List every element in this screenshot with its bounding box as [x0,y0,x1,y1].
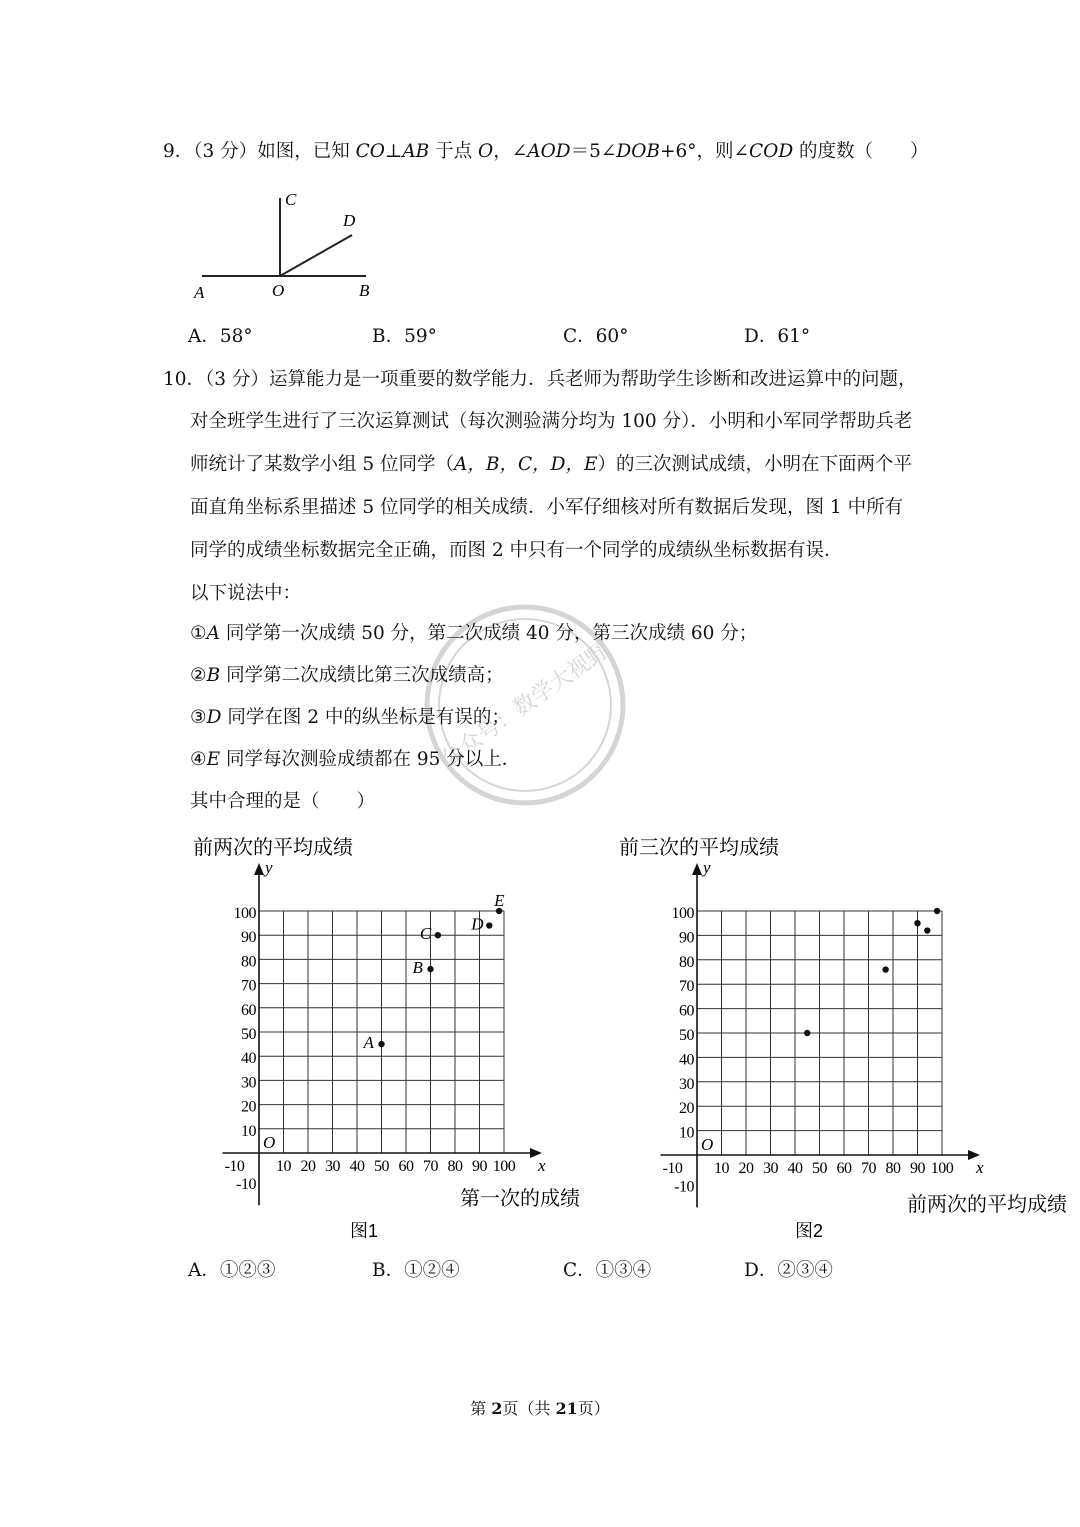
chart2-x-tick-label: 90 [910,1160,925,1177]
chart2-y-tick-label: 80 [679,953,694,971]
option-text: 60° [595,326,629,347]
q10-line-3 [190,453,912,477]
chart2-y-tick-label: 50 [679,1027,694,1044]
q9-option-a[interactable] [188,325,253,349]
q10-text: 师统计了某数学小组 5 位同学（ [190,454,455,475]
option-text: ②③④ [777,1260,833,1281]
q9-perp: ⊥ [384,141,403,162]
statement-letter: A [206,623,220,644]
chart1-x-tick-label: 70 [423,1158,438,1175]
q9-option-d[interactable] [744,325,810,349]
chart-figure-2 [610,825,1080,1250]
statement-text: 同学第一次成绩 50 分，第二次成绩 40 分，第三次成绩 60 分； [219,623,758,644]
q9-stem-text: ，∠ [493,141,528,162]
chart1-x-axis-letter: x [538,1156,546,1175]
chart1-y-arrow [254,863,264,875]
option-letter: D． [744,326,778,347]
chart1-y-tick-label: -10 [236,1176,256,1194]
option-text: ①②③ [219,1260,276,1281]
chart2-y-tick-label: 90 [679,929,694,947]
chart1-point-label: C [419,924,432,944]
statement-letter: E [206,749,221,770]
q10-option-c[interactable] [563,1259,651,1283]
page-footer [0,1396,1080,1419]
chart2-point-unlabeled [882,966,888,972]
chart2-point-unlabeled [924,927,930,933]
q9-o: O [478,141,494,162]
label-a: A [194,283,205,302]
option-letter: D． [744,1260,778,1281]
chart2-caption: 图2 [795,1221,824,1241]
chart1-x-tick-label: 100 [492,1158,516,1175]
chart2-x-axis-letter: x [976,1158,984,1177]
chart1-point-label: A [363,1033,374,1053]
statement-mark: ① [190,623,207,644]
chart1-x-tick-label: 90 [472,1158,487,1175]
chart1-x-tick-label: 10 [276,1158,291,1175]
chart2-x-tick-label: 20 [738,1160,754,1177]
q10-intro: 以下说法中： [190,583,302,604]
q10-line-4: 面直角坐标系里描述 5 位同学的相关成绩．小军仔细核对所有数据后发现，图 1 中所有 [190,497,904,518]
option-letter: C． [563,1260,596,1281]
q9-aod: AOD [527,141,571,162]
q9-figure [190,185,390,305]
q9-option-b[interactable] [372,325,437,349]
chart2-point-unlabeled [934,908,940,914]
q10-line-2: 对全班学生进行了三次运算测试（每次测验满分均为 100 分）．小明和小军同学帮助兵老 [190,411,913,432]
q10-option-b[interactable] [372,1259,460,1283]
q9-stem-text: ＝5∠ [570,141,617,162]
statement-letter: D [206,707,222,728]
q10-number: 10． [163,369,206,390]
statement-mark: ④ [190,749,207,770]
label-c: C [285,190,297,209]
chart1-y-tick-label: 70 [241,977,256,995]
chart2-y-arrow [692,863,702,875]
statement-text: 同学每次测验成绩都在 95 分以上． [220,749,521,770]
chart2-title: 前三次的平均成绩 [619,837,779,859]
option-letter: C． [563,326,596,347]
q10-line-5: 同学的成绩坐标数据完全正确，而图 2 中只有一个同学的成绩纵坐标数据有误． [190,540,843,561]
footer-text: 页（共 [502,1399,556,1418]
chart2-y-tick-label: 60 [679,1002,694,1020]
q9-cod: COD [749,141,794,162]
q10-line-1 [163,368,916,392]
chart1-y-tick-label: 50 [241,1026,256,1043]
chart2-x-tick-label: 70 [861,1160,876,1177]
label-b: B [359,281,370,300]
chart2-xlabel: 前两次的平均成绩 [907,1194,1067,1216]
chart1-y-tick-label: 80 [241,953,256,971]
chart1-title: 前两次的平均成绩 [193,837,353,859]
label-o: O [272,281,285,300]
q9-number: 9． [163,141,194,162]
option-text: 61° [777,326,811,347]
chart1-y-tick-label: 30 [241,1074,256,1092]
chart2-x-tick-label: 100 [930,1160,954,1177]
chart-figure-1 [180,825,600,1250]
chart1-x-tick-label: 20 [300,1158,316,1175]
q10-option-a[interactable] [188,1259,275,1283]
option-text: 59° [404,326,437,347]
option-letter: B． [372,326,405,347]
chart2-y-tick-label: 100 [671,905,694,922]
chart2-y-tick-label: -10 [674,1178,694,1196]
chart2-x-tick-label: 30 [763,1160,778,1177]
chart1-x-tick-label: 50 [374,1158,389,1175]
footer-text: 第 [470,1399,492,1418]
chart1-xlabel: 第一次的成绩 [460,1188,580,1210]
chart2-point-unlabeled [914,920,920,926]
chart2-x-tick-label: 50 [812,1160,827,1177]
chart1-point-label: E [494,891,505,910]
chart1-point-b [427,966,433,972]
chart1-y-axis-letter: y [265,858,273,877]
chart2-x-tick-label: 40 [787,1160,803,1177]
chart1-x-tick-label: 60 [398,1158,414,1175]
q10-text: ）的三次测试成绩，小明在下面两个平 [597,454,913,475]
q9-dob: DOB [616,141,660,162]
chart2-x-tick-label: 80 [885,1160,901,1177]
q9-stem-text: 如图，已知 [257,141,356,162]
q9-co: CO [355,141,385,162]
chart2-y-tick-label: 30 [679,1075,694,1093]
q9-stem [163,140,929,164]
label-d: D [343,211,356,230]
q9-points: （3 分） [193,141,258,162]
q10-letters: A，B，C，D，E [454,454,598,475]
q10-question: 其中合理的是（ ） [190,791,376,812]
watermark [420,600,630,810]
chart1-y-tick-label: 90 [241,929,256,947]
chart1-y-tick-label: 40 [241,1050,256,1068]
chart2-origin-label: O [701,1135,714,1154]
chart2-x-tick-label: 10 [714,1160,729,1177]
chart2-y-tick-label: 40 [679,1051,694,1069]
statement-text: 同学第二次成绩比第三次成绩高； [220,665,504,686]
chart1-x-tick-label: -10 [224,1158,245,1175]
statement-mark: ② [190,665,207,686]
chart1-x-tick-label: 80 [447,1158,463,1175]
q9-stem-text: +6°，则∠ [659,141,750,162]
chart2-y-tick-label: 10 [679,1124,694,1142]
q9-stem-text: 的度数（ ） [793,141,929,162]
footer-page-number: 2 [491,1399,503,1418]
chart1-point-c [435,932,441,938]
chart2-y-tick-label: 20 [679,1100,694,1118]
chart1-y-tick-label: 100 [233,905,256,922]
chart2-y-tick-label: 70 [679,978,694,996]
q9-stem-text: 于点 [429,141,479,162]
chart1-y-tick-label: 60 [241,1001,256,1019]
chart1-point-label: B [412,958,423,978]
option-letter: B． [372,1260,405,1281]
q10-text: 运算能力是一项重要的数学能力．兵老师为帮助学生诊断和改进运算中的问题， [268,369,917,390]
chart1-y-tick-label: 20 [241,1098,256,1116]
chart1-x-tick-label: 30 [325,1158,340,1175]
q10-points: （3 分） [205,369,269,390]
option-letter: A． [188,326,220,347]
chart1-point-a [378,1041,384,1047]
chart2-x-tick-label: -10 [662,1160,683,1177]
q9-ab: AB [402,141,430,162]
chart2-x-tick-label: 60 [836,1160,852,1177]
chart1-x-tick-label: 40 [349,1158,365,1175]
q9-option-c[interactable] [563,325,628,349]
option-text: ①③④ [595,1260,652,1281]
q10-option-d[interactable] [744,1259,833,1283]
watermark-text: 公众号：数学大视野 [437,638,614,773]
option-letter: A． [188,1260,220,1281]
statement-letter: B [206,665,221,686]
ray-od [280,235,352,276]
statement-mark: ③ [190,707,207,728]
chart1-caption: 图1 [350,1221,379,1241]
option-text: ①②④ [404,1260,460,1281]
statement-text: 同学在图 2 中的纵坐标是有误的； [221,707,510,728]
chart1-point-label: D [471,914,484,934]
chart1-point-d [486,922,492,928]
chart2-y-axis-letter: y [703,858,711,877]
footer-text: 页） [577,1399,610,1418]
chart2-point-unlabeled [804,1030,810,1036]
option-text: 58° [219,326,253,347]
footer-total-pages: 21 [555,1399,578,1418]
chart1-origin-label: O [263,1133,276,1152]
chart1-y-tick-label: 10 [241,1122,256,1140]
